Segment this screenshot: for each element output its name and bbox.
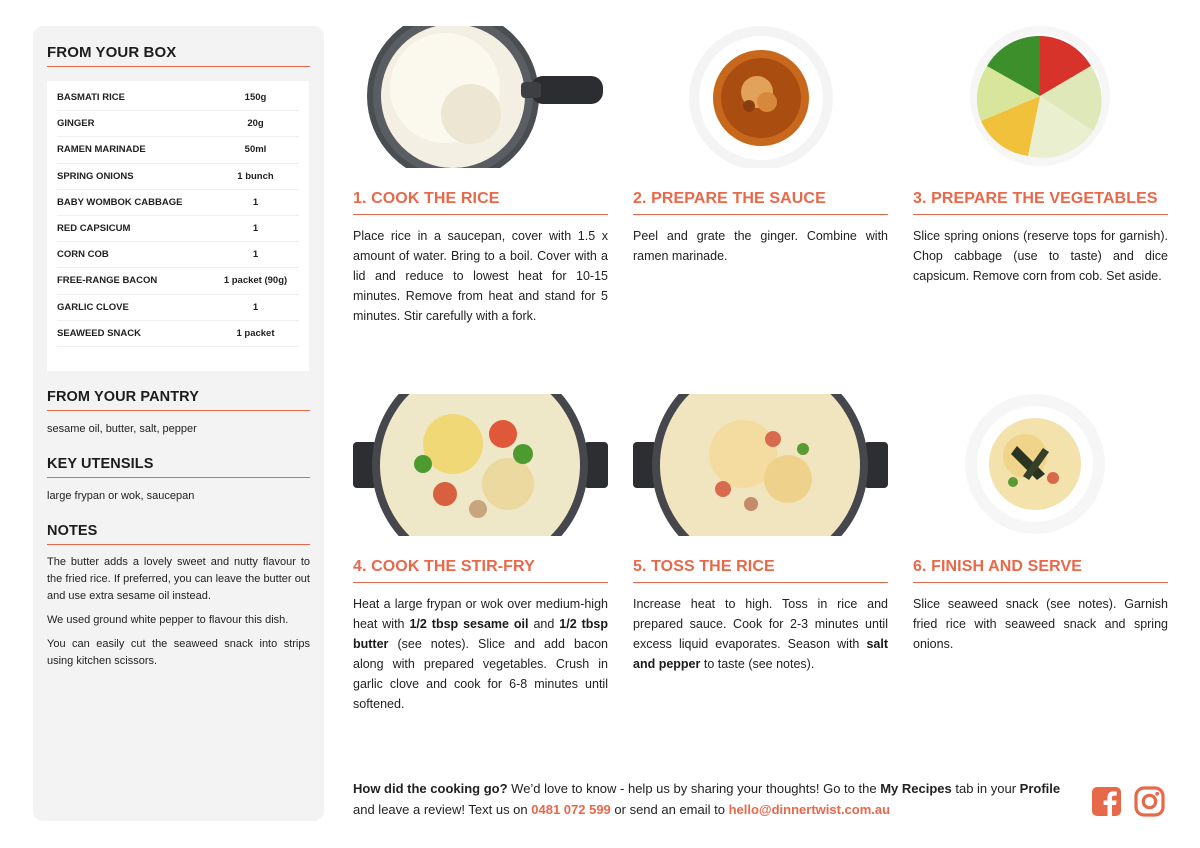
ingredient-qty: 20g [247,118,264,130]
pantry-title: FROM YOUR PANTRY [47,389,310,411]
step-3-photo [913,26,1168,168]
step-5-body [633,594,888,674]
step-1-title: 1. COOK THE RICE [353,190,608,215]
utensils-title: KEY UTENSILS [47,456,310,478]
ingredient-qty: 1 bunch [237,170,274,182]
utensils-text: large frypan or wok, saucepan [47,489,195,502]
ingredient-qty: 1 packet [236,327,275,339]
step-2 [633,26,888,266]
step-5-text: Increase heat to high. Toss in rice and prepared sauce. Cook for 2-3 minutes until excess liquid evaporates. Season with [633,597,888,651]
step-5-text: to taste (see notes). [700,657,815,671]
step-1 [353,26,608,326]
ingredients-sidebar [33,26,324,821]
step-4-photo [353,394,608,536]
step-4 [353,394,608,714]
feedback-footer [353,778,1073,820]
step-5 [633,394,888,674]
step-4-title: 4. COOK THE STIR-FRY [353,558,608,583]
ingredient-qty: 1 packet (90g) [223,275,288,287]
ingredient-row [57,216,299,242]
ingredient-row [57,268,299,294]
my-recipes-link[interactable]: My Recipes [880,781,952,796]
step-1-photo [353,26,608,168]
profile-link[interactable]: Profile [1019,781,1061,796]
step-3-body: Slice spring onions (reserve tops for garnish). Chop cabbage (use to taste) and dice capsicum. Remove corn from cob. Set aside. [913,229,1168,283]
step-6-title: 6. FINISH AND SERVE [913,558,1168,583]
footer-text: tab in your [951,781,1020,796]
step-4-sesame-oil: 1/2 tbsp sesame oil [409,617,529,631]
step-6-photo [913,394,1168,536]
footer-text: and leave a review! Text us on [353,802,532,817]
step-2-photo [633,26,888,168]
step-4-text: Heat a large frypan or wok over medium-high heat with [353,597,608,631]
ingredient-row [57,321,299,347]
ingredient-qty: 1 [252,196,259,208]
ingredient-qty: 50ml [244,144,267,156]
ingredient-row [57,137,299,163]
ingredient-row [57,85,299,111]
note-paragraph: The butter adds a lovely sweet and nutty flavour to the fried rice. If preferred, you can leave the butter out and use extra sesame oil instead. [47,555,310,602]
step-6-body: Slice seaweed snack (see notes). Garnish fried rice with seaweed snack and spring onions. [913,597,1168,651]
instagram-icon[interactable] [1134,786,1165,822]
ingredient-name: CORN COB [57,249,109,261]
pantry-section [47,389,310,438]
ingredient-row [57,295,299,321]
pantry-text: sesame oil, butter, salt, pepper [47,422,197,435]
ingredient-qty: 1 [252,249,259,261]
ingredient-name: RAMEN MARINADE [57,144,146,156]
step-5-photo [633,394,888,536]
note-paragraph: You can easily cut the seaweed snack into strips using kitchen scissors. [47,637,310,667]
step-5-title: 5. TOSS THE RICE [633,558,888,583]
step-4-butter: 1/2 tbsp butter [353,617,608,651]
facebook-icon[interactable] [1091,786,1122,822]
step-4-text: and [528,617,560,631]
step-6 [913,394,1168,654]
ingredient-name: FREE-RANGE BACON [57,275,158,287]
ingredient-name: SEAWEED SNACK [57,327,141,339]
step-2-title: 2. PREPARE THE SAUCE [633,190,888,215]
ingredient-name: GINGER [57,118,95,130]
phone-number-link[interactable]: 0481 072 599 [531,802,611,817]
box-ingredients-table [47,81,309,371]
box-title: FROM YOUR BOX [47,44,310,67]
email-link[interactable]: hello@dinnertwist.com.au [728,802,891,817]
notes-section [47,523,310,670]
step-5-salt-pepper: salt and pepper [633,637,888,671]
notes-title: NOTES [47,523,310,545]
ingredient-qty: 1 [252,301,259,313]
ingredient-name: BABY WOMBOK CABBAGE [57,196,183,208]
note-paragraph: We used ground white pepper to flavour this dish. [47,613,289,626]
ingredient-row [57,242,299,268]
footer-text: We’d love to know - help us by sharing your thoughts! Go to the [507,781,881,796]
step-2-body: Peel and grate the ginger. Combine with ramen marinade. [633,229,888,263]
step-1-body: Place rice in a saucepan, cover with 1.5 x amount of water. Bring to a boil. Cover with a lid and reduce to lowest heat for 10-15 minutes. Remove from heat and stand for 5 minutes. Stir carefully with a fork. [353,229,608,323]
step-4-text: (see notes). Slice and add bacon along with prepared vegetables. Crush in garlic clove and cook for 6-8 minutes until softened. [353,637,608,711]
ingredient-row [57,111,299,137]
ingredient-row [57,190,299,216]
step-3-title: 3. PREPARE THE VEGETABLES [913,190,1168,215]
ingredient-name: RED CAPSICUM [57,223,131,235]
step-4-body [353,594,608,714]
utensils-section [47,456,310,505]
footer-text: or send an email to [610,802,729,817]
ingredient-qty: 150g [244,92,267,104]
ingredient-row [57,164,299,190]
ingredient-name: BASMATI RICE [57,92,125,104]
footer-question: How did the cooking go? [353,781,508,796]
ingredient-name: GARLIC CLOVE [57,301,129,313]
ingredient-name: SPRING ONIONS [57,170,134,182]
step-3 [913,26,1168,286]
ingredient-qty: 1 [252,223,259,235]
